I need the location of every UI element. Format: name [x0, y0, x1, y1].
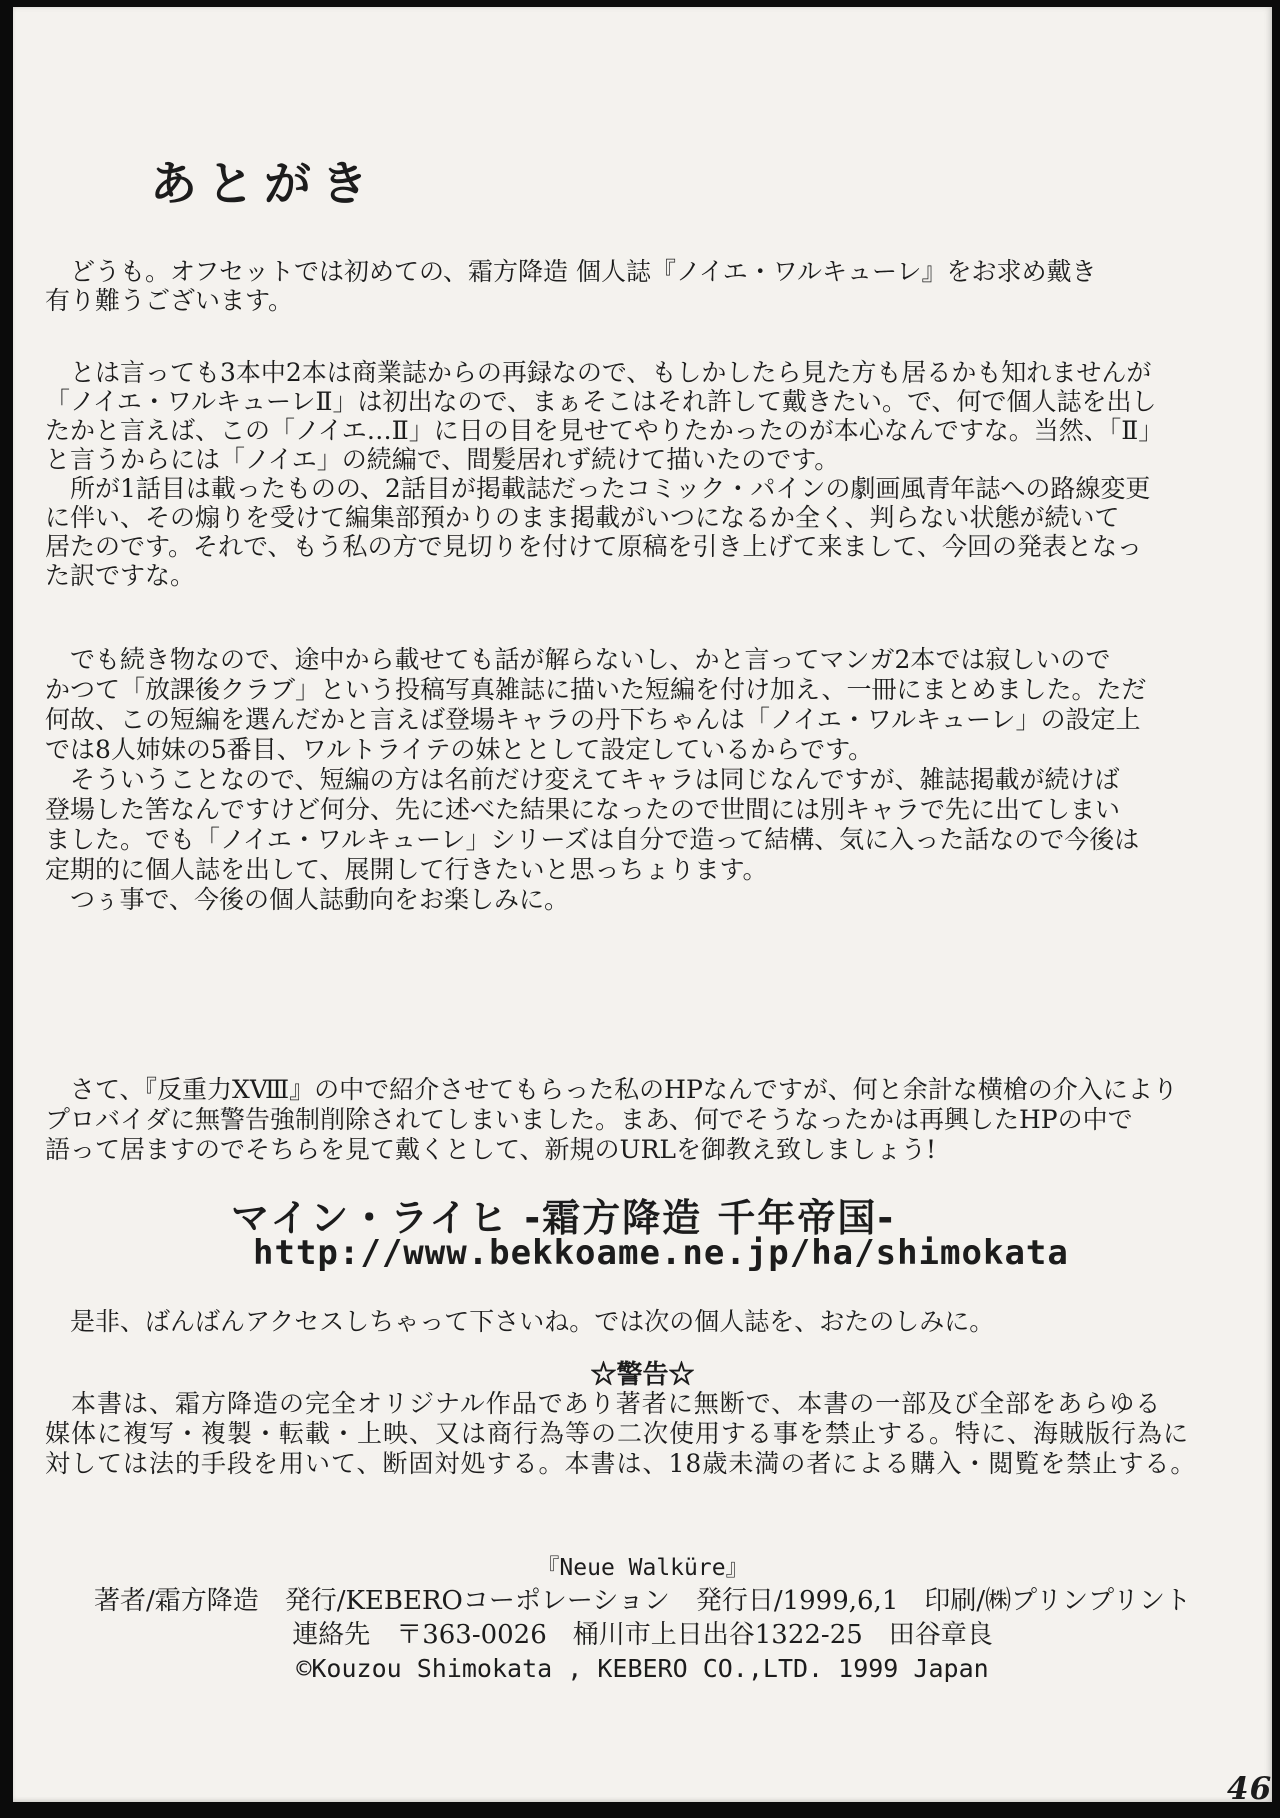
- homepage-url: http://www.bekkoame.ne.jp/ha/shimokata: [253, 1233, 1069, 1273]
- text-line: 何故、この短編を選んだかと言えば登場キャラの丹下ちゃんは「ノイエ・ワルキューレ」の設定上: [45, 705, 1141, 734]
- text-line: 所が1話目は載ったものの、2話目が掲載誌だったコミック・パインの劇画風青年誌への路線変更: [45, 474, 1151, 503]
- paper-page: [13, 7, 1273, 1807]
- text-line: 本書は、霜方降造の完全オリジナル作品であり著者に無断で、本書の一部及び全部をあらゆる: [45, 1389, 1162, 1418]
- text-line: 「ノイエ・ワルキューレⅡ」は初出なので、まぁそこはそれ許して戴きたい。で、何で個人誌を出し: [45, 387, 1157, 416]
- paragraph-intro: [45, 257, 1096, 315]
- text-line: 登場した筈なんですけど何分、先に述べた結果になったので世間には別キャラで先に出てしまい: [45, 795, 1121, 824]
- text-line: どうも。オフセットでは初めての、霜方降造 個人誌『ノイエ・ワルキューレ』をお求め戴き: [45, 257, 1097, 286]
- paragraph-homepage-news: [45, 1075, 1178, 1165]
- text-line: とは言っても3本中2本は商業誌からの再録なので、もしかしたら見た方も居るかも知れませんが: [45, 358, 1152, 387]
- text-line: では8人姉妹の5番目、ワルトライテの妹ととして設定しているからです。: [45, 735, 874, 764]
- text-line: たかと言えば、この「ノイエ…Ⅱ」に日の目を見せてやりたかったのが本心なんですな。当然、「Ⅱ」: [45, 416, 1164, 445]
- text-line: 語って居ますのでそちらを見て戴くとして、新規のURLを御教え致しましょう!: [45, 1135, 937, 1164]
- paragraph-warning: [45, 1389, 1196, 1479]
- colophon-copyright-line: ©Kouzou Shimokata , KEBERO CO.,LTD. 1999 Japan: [296, 1654, 989, 1683]
- text-line: 媒体に複写・複製・転載・上映、又は商行為等の二次使用する事を禁止する。特に、海賊版行為に: [45, 1419, 1190, 1448]
- text-line: と言うからには「ノイエ」の続編で、間髪居れず続けて描いたのです。: [45, 445, 840, 474]
- paragraph-access-request: 是非、ばんばんアクセスしちゃって下さいね。では次の個人誌を、おたのしみに。: [45, 1307, 995, 1336]
- text-line: さて、『反重力ⅩⅧ』の中で紹介させてもらった私のHPなんですが、何と余計な横槍の介入により: [45, 1075, 1178, 1104]
- text-line: ました。でも「ノイエ・ワルキューレ」シリーズは自分で造って結構、気に入った話なので今後は: [45, 825, 1140, 854]
- page-number: 46: [1227, 1771, 1273, 1807]
- text-line: 対しては法的手段を用いて、断固対処する。本書は、18歳未満の者による購入・閲覧を禁止する。: [45, 1449, 1197, 1478]
- colophon-publication-line: 著者/霜方降造 発行/KEBEROコーポレーション 発行日/1999,6,1 印刷/㈱プリンプリント: [93, 1586, 1192, 1616]
- colophon-book-title: 『Neue Walküre』: [536, 1555, 749, 1581]
- text-line: かつて「放課後クラブ」という投稿写真雑誌に描いた短編を付け加え、一冊にまとめました。ただ: [45, 675, 1147, 704]
- warning-heading: ☆警告☆: [590, 1360, 695, 1390]
- text-line: プロバイダに無警告強制削除されてしまいました。まあ、何でそうなったかは再興したHPの中で: [45, 1105, 1133, 1134]
- colophon: [13, 1552, 1272, 1686]
- text-line: に伴い、その煽りを受けて編集部預かりのまま掲載がいつになるか全く、判らない状態が続いて: [45, 503, 1120, 532]
- text-line: つぅ事で、今後の個人誌動向をお楽しみに。: [45, 885, 570, 914]
- colophon-contact-line: 連絡先 〒363-0026 桶川市上日出谷1322-25 田谷章良: [292, 1620, 993, 1650]
- text-line: た訳ですな。: [45, 561, 196, 590]
- homepage-site-name: マイン・ライヒ -霜方降造 千年帝国-: [231, 1196, 896, 1240]
- paragraph-extra-story: [45, 645, 1147, 915]
- text-line: 定期的に個人誌を出して、展開して行きたいと思っちょります。: [45, 855, 768, 884]
- text-line: そういうことなので、短編の方は名前だけ変えてキャラは同じなんですが、雑誌掲載が続けば: [45, 765, 1120, 794]
- text-line: 有り難うございます。: [45, 286, 294, 315]
- text-line: でも続き物なので、途中から載せても話が解らないし、かと言ってマンガ2本では寂しいので: [45, 645, 1111, 674]
- text-line: 居たのです。それで、もう私の方で見切りを付けて原稿を引き上げて来まして、今回の発表となっ: [45, 532, 1143, 561]
- paragraph-republication: [45, 358, 1163, 590]
- afterword-title: あとがき: [150, 157, 378, 212]
